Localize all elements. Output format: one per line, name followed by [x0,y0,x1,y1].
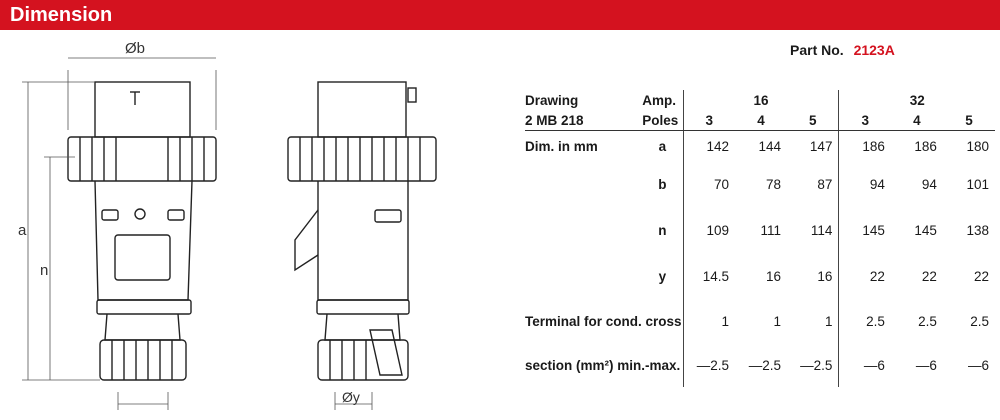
plug-drawing-svg [0,30,470,420]
table-cell: 1 [824,313,833,329]
table-row [525,161,995,207]
pole-header: 3 [683,110,735,131]
table-cell: 1 [773,313,781,329]
table-cell: 147 [809,138,833,154]
side-grip [318,340,408,380]
front-main-body [95,181,192,300]
row-key: b [658,176,667,192]
table-cell: —6 [915,357,937,373]
table-cell: 22 [973,268,989,284]
table-cell: 2.5 [970,313,989,329]
side-main-body [318,181,408,300]
dim-label-n: n [40,262,49,279]
amp-label: Amp. [642,92,676,108]
table-row [525,343,995,387]
table-cell: 14.5 [683,253,735,299]
row-key: n [658,222,667,238]
table-cell: —2.5 [748,357,781,373]
row-key: y [658,268,667,284]
dim-label-b: Øb [125,40,146,57]
table-cell: 138 [966,222,989,238]
table-cell: 144 [758,138,781,154]
table-cell: 22 [921,268,937,284]
dim-label-a: a [18,222,27,239]
side-top-body [318,82,406,137]
section-title: Dimension [10,4,113,26]
pole-header: 3 [839,110,891,131]
row-label: Dim. in mm [525,138,598,154]
row-label [525,161,642,207]
table-cell: 70 [683,161,735,207]
table-cell: 78 [765,176,781,192]
group-32-head: 32 [839,90,995,110]
table-head-row-2 [525,110,995,131]
pole-header: 5 [787,110,839,131]
drawing-number: 2 MB 218 [525,110,642,131]
table-cell: 111 [760,222,781,238]
table-cell: 16 [765,268,781,284]
table-cell: 180 [966,138,989,154]
table-row [525,131,995,162]
table-cell: 1 [683,299,735,343]
row-label: section (mm²) min.-max. [525,357,681,373]
row-key: a [658,138,667,154]
spec-table [525,90,995,387]
section-header [0,0,1000,30]
table-cell: 87 [817,176,833,192]
table-cell: 186 [914,138,937,154]
spec-table-wrapper [525,90,995,387]
table-cell: 145 [914,222,937,238]
table-cell: —6 [839,343,891,387]
table-cell: 94 [921,176,937,192]
table-cell: 16 [817,268,833,284]
front-top-body [95,82,190,137]
group-16-head: 16 [683,90,839,110]
row-label [525,207,642,253]
pole-header: 4 [891,110,943,131]
table-cell: —2.5 [683,343,735,387]
poles-label: Poles [642,110,683,131]
table-row [525,207,995,253]
row-label [525,253,642,299]
dim-label-y: Øy [342,389,360,405]
table-cell: 2.5 [839,299,891,343]
pole-header: 4 [735,110,787,131]
table-cell: —2.5 [800,357,833,373]
table-cell: 22 [839,253,891,299]
table-head-row-1 [525,90,995,110]
table-cell: 109 [683,207,735,253]
part-number-value: 2123A [853,42,895,58]
technical-drawing [0,30,470,420]
pole-header: 5 [943,110,995,131]
table-cell: 186 [839,131,891,162]
table-cell: 2.5 [918,313,937,329]
front-collar [68,137,216,181]
table-row [525,299,995,343]
row-label: Terminal for cond. cross [525,313,682,329]
drawing-label: Drawing [525,92,579,108]
part-number-label: Part No. [790,42,844,58]
table-cell: 101 [966,176,989,192]
part-number [790,42,895,58]
side-collar [288,137,436,181]
table-cell: 145 [839,207,891,253]
table-row [525,253,995,299]
front-grip [100,340,186,380]
table-cell: 94 [839,161,891,207]
table-cell: —6 [967,357,989,373]
table-cell: 114 [810,222,833,238]
table-cell: 142 [683,131,735,162]
